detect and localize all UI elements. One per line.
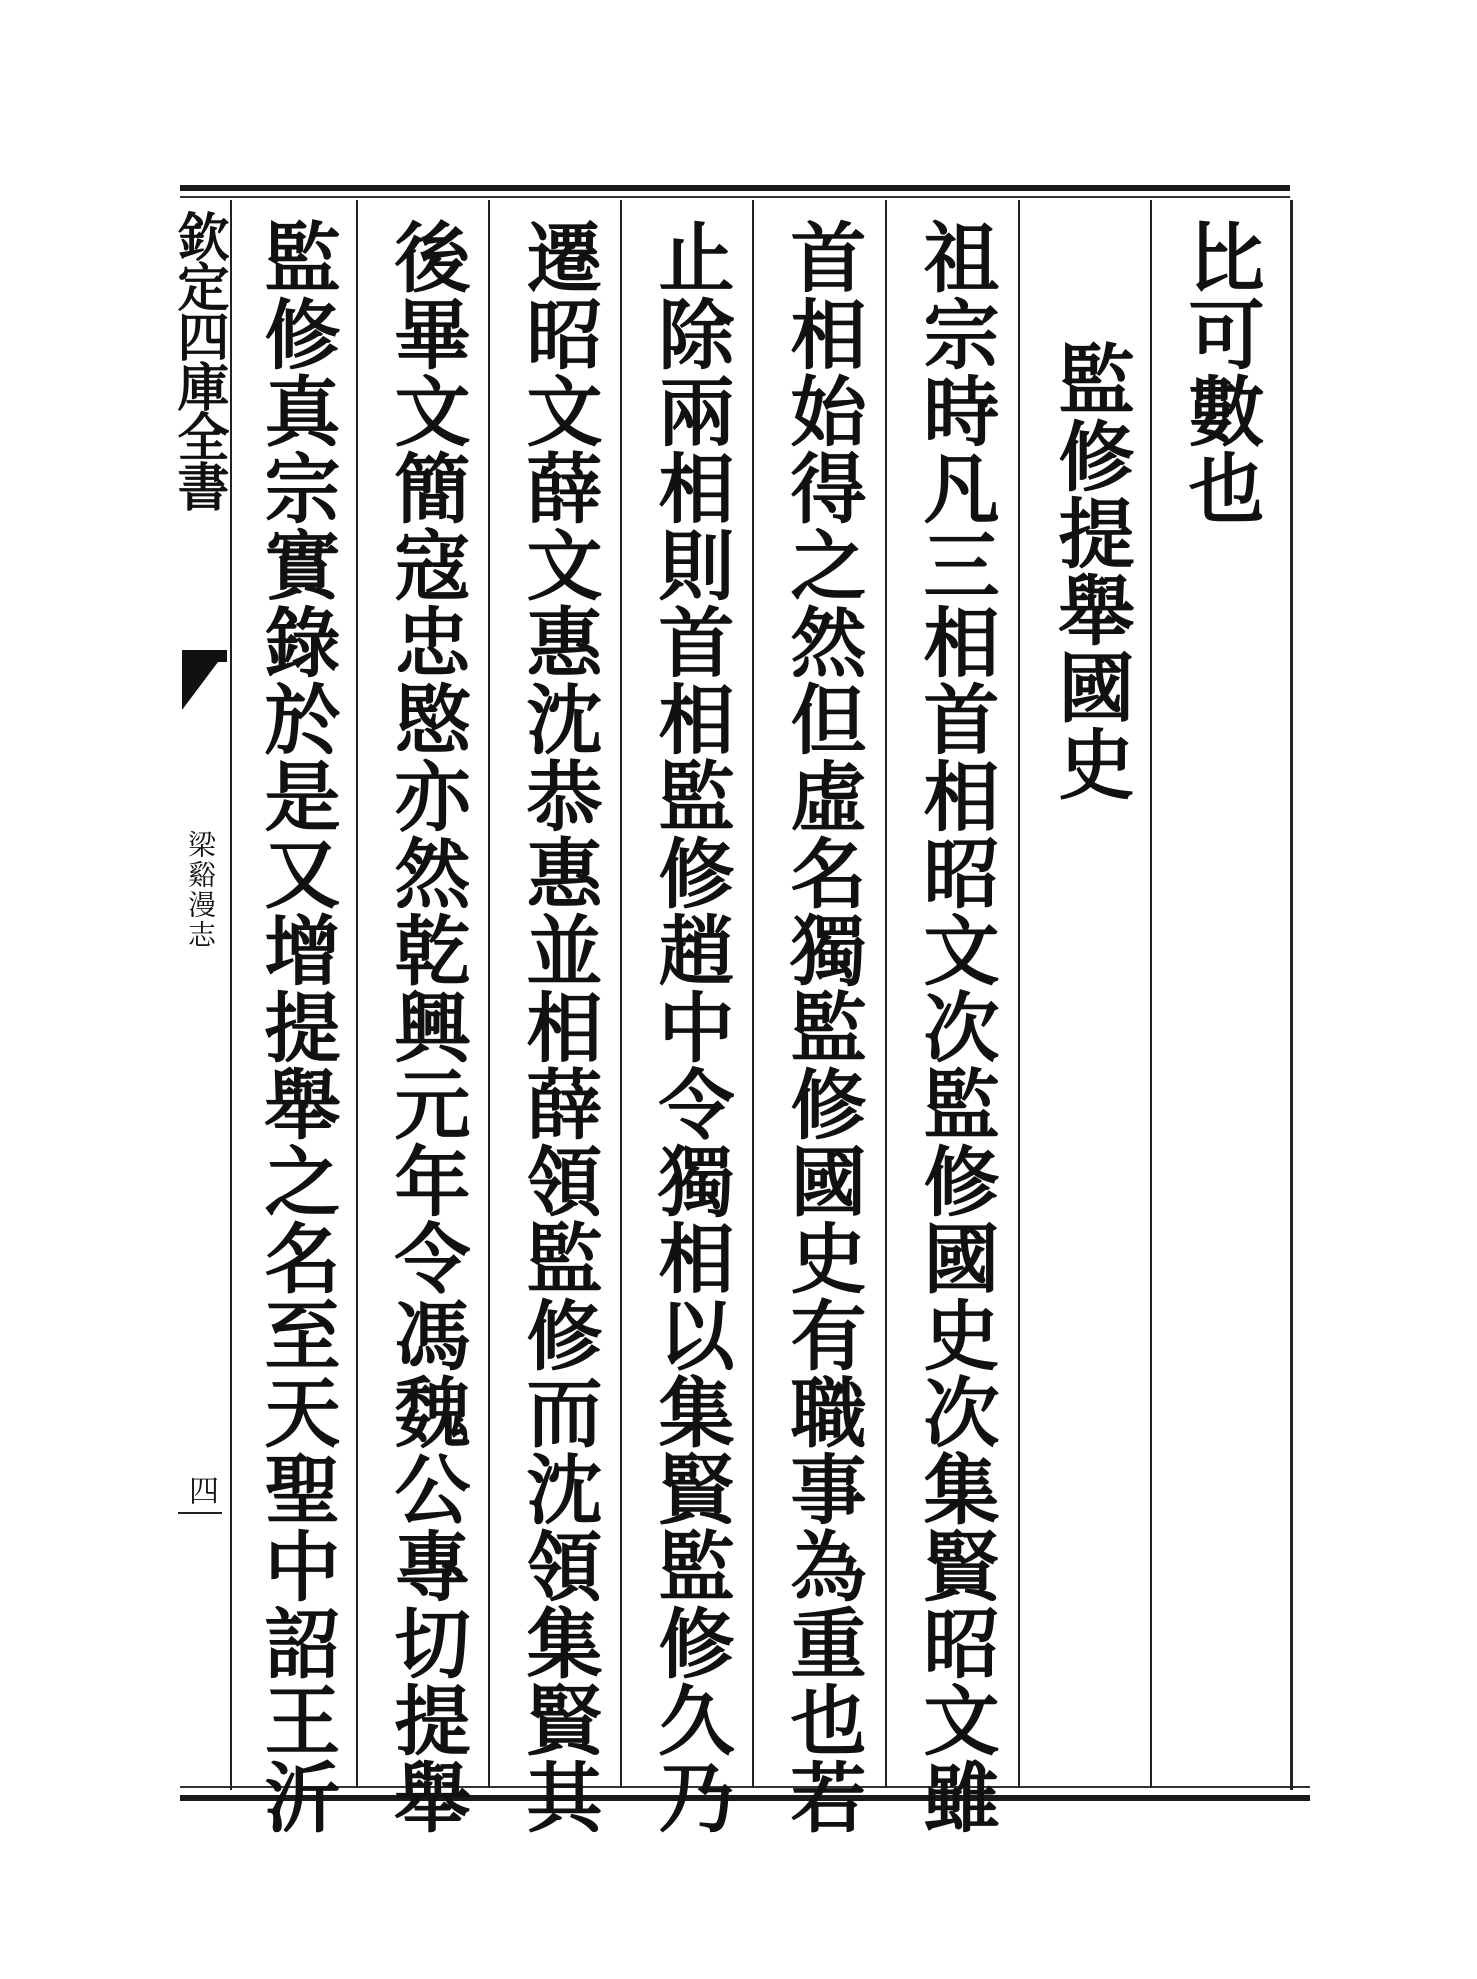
- text-column-2-heading: 監修提舉國史: [1046, 340, 1135, 802]
- frame-bottom-border: [180, 1795, 1310, 1801]
- collection-title: 欽定四庫全書: [168, 210, 229, 510]
- text-column-6: 遷昭文薛文惠沈恭惠並相薛領監修而沈領集賢其: [514, 218, 603, 1835]
- column-rule: [752, 200, 754, 1788]
- text-column-7: 後畢文簡寇忠愍亦然乾興元年令馮魏公專切提舉: [382, 218, 471, 1835]
- column-rule: [1150, 200, 1152, 1788]
- frame-right-border: [1290, 200, 1293, 1790]
- frame-top-inner-border: [180, 196, 1290, 198]
- text-column-3: 祖宗時凡三相首相昭文次監修國史次集賢昭文雖: [911, 218, 1000, 1835]
- text-column-4: 首相始得之然但虛名獨監修國史有職事為重也若: [778, 218, 867, 1835]
- column-rule: [356, 200, 358, 1788]
- book-title: 梁谿漫志: [184, 830, 217, 950]
- frame-bottom-inner-border: [180, 1786, 1310, 1788]
- column-rule: [488, 200, 490, 1788]
- page-number: 四: [183, 1475, 218, 1505]
- column-rule: [885, 200, 887, 1788]
- column-rule: [1018, 200, 1020, 1788]
- text-column-8: 監修真宗實錄於是又增提舉之名至天聖中詔王沂: [252, 218, 341, 1835]
- page-number-rule: [178, 1512, 222, 1514]
- column-rule: [620, 200, 622, 1788]
- text-column-1: 比可數也: [1176, 218, 1265, 526]
- fish-tail-bar: [182, 650, 227, 662]
- frame-top-border: [180, 185, 1290, 191]
- text-column-5: 止除兩相則首相監修趙中令獨相以集賢監修久乃: [646, 218, 735, 1835]
- frame-left-border: [230, 200, 232, 1790]
